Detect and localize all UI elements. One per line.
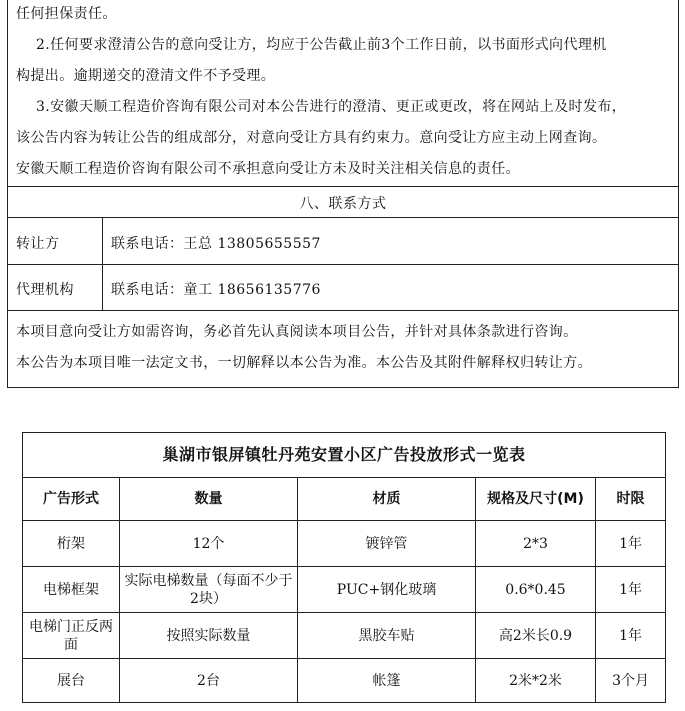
cell-size: 2米*2米 — [476, 659, 596, 703]
ad-form-table — [22, 432, 666, 703]
header-duration: 时限 — [596, 478, 666, 521]
cell-size: 高2米长0.9 — [476, 613, 596, 659]
cell-size: 0.6*0.45 — [476, 567, 596, 613]
cell-ad-form: 电梯框架 — [23, 567, 120, 613]
cell-quantity: 实际电梯数量（每面不少于2块） — [120, 567, 298, 613]
cell-quantity: 按照实际数量 — [120, 613, 298, 659]
notice-clause-2-line-2: 构提出。逾期递交的澄清文件不予受理。 — [16, 68, 276, 84]
table-row — [23, 613, 666, 659]
cell-material: PUC+钢化玻璃 — [298, 567, 476, 613]
cell-material: 黑胶车贴 — [298, 613, 476, 659]
divider — [8, 310, 678, 311]
cell-ad-form: 电梯门正反两面 — [23, 613, 120, 659]
header-material: 材质 — [298, 478, 476, 521]
footer-line-2: 本公告为本项目唯一法定文书，一切解释以本公告为准。本公告及其附件解释权归转让方。 — [16, 355, 592, 371]
cell-duration: 1年 — [596, 613, 666, 659]
cell-duration: 1年 — [596, 521, 666, 567]
cell-ad-form: 桁架 — [23, 521, 120, 567]
footer-line-1: 本项目意向受让方如需咨询，务必首先认真阅读本项目公告，并针对具体条款进行咨询。 — [16, 324, 578, 340]
cell-duration: 1年 — [596, 567, 666, 613]
table-title: 巢湖市银屏镇牡丹苑安置小区广告投放形式一览表 — [23, 433, 666, 478]
table-header-row — [23, 478, 666, 521]
divider — [8, 217, 678, 218]
notice-clause-3-line-2: 该公告内容为转让公告的组成部分，对意向受让方具有约束力。意向受让方应主动上网查询。 — [16, 130, 607, 146]
divider — [8, 264, 678, 265]
table-row — [23, 567, 666, 613]
table-row — [23, 659, 666, 703]
cell-material: 帐篷 — [298, 659, 476, 703]
header-ad-form: 广告形式 — [23, 478, 120, 521]
cell-duration: 3个月 — [596, 659, 666, 703]
table-row — [23, 521, 666, 567]
divider — [8, 186, 678, 187]
cell-ad-form: 展台 — [23, 659, 120, 703]
contact-value-transferor: 联系电话：王总 13805655557 — [111, 236, 321, 252]
contact-label-transferor: 转让方 — [16, 236, 60, 252]
cell-quantity: 12个 — [120, 521, 298, 567]
contact-label-agency: 代理机构 — [16, 282, 74, 298]
cell-size: 2*3 — [476, 521, 596, 567]
notice-section — [7, 0, 679, 388]
notice-clause-3-line-3: 安徽天顺工程造价咨询有限公司不承担意向受让方未及时关注相关信息的责任。 — [16, 161, 520, 177]
contact-value-agency: 联系电话：童工 18656135776 — [111, 282, 321, 298]
notice-line-1: 任何担保责任。 — [16, 6, 117, 22]
header-size: 规格及尺寸(M) — [476, 478, 596, 521]
cell-material: 镀锌管 — [298, 521, 476, 567]
notice-clause-2-line-1: 2.任何要求澄清公告的意向受让方，均应于公告截止前3个工作日前，以书面形式向代理机 — [36, 37, 607, 53]
cell-quantity: 2台 — [120, 659, 298, 703]
notice-clause-3-line-1: 3.安徽天顺工程造价咨询有限公司对本公告进行的澄清、更正或更改，将在网站上及时发布， — [36, 99, 627, 115]
header-quantity: 数量 — [120, 478, 298, 521]
section-title-contact: 八、联系方式 — [299, 196, 387, 212]
